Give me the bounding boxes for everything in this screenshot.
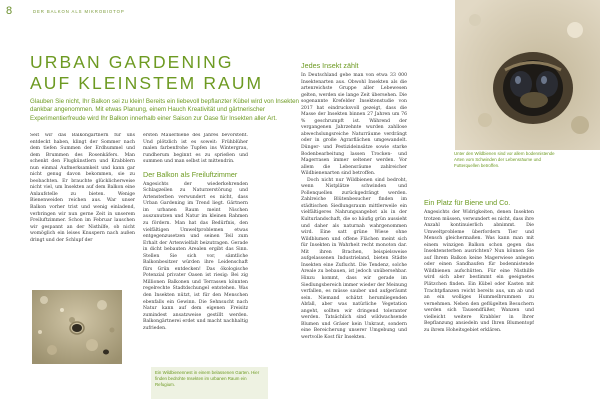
body-column-4 — [424, 195, 534, 365]
page-number: 8 — [6, 5, 13, 17]
body-paragraph: ersten Mauerbiene des Jahres bevorsteht. Und plötzlich ist es soweit: Frühblüher malen farbenfrohe Tupfen ins Wintergrau, rundherum beginnt es zu sprießen und summen und man selbst ist mittendrin. — [143, 133, 248, 165]
body-paragraph: Angesichts der Widrigkeiten, denen Insekten trotzen müssen, verwundert es nicht, dass ihre Anzahl kontinuierlich abnimmt. Die Umweltprobleme überfordern Tier und Mensch gleichermaßen. Was kann man mit einem winzigen Balkon schon gegen das Insektensterben ausrichten? Nun können Sie auf Ihrem Balkon keine Magerwiese anlegen oder einen Sandhaufen für bodennistende Wildbienen aufschütten. Für eine Nisthilfe wird sich aber bestimmt ein geeignetes Plätzchen finden. Ein Kübel oder Kasten mit Trachtpflanzen reicht bereits aus, um ab und an ein wolliges Hummelbrummen zu vernehmen. Neben den geflügelten Besuchern werden sich Tausendfüßer, Wanzen und vielleicht weitere Krabbler in Ihrer Bepflanzung ansiedeln und Ihren Blumentopf zu ihrem Hoheitsgebiet erklären. — [424, 210, 534, 333]
body-paragraph: Angesichts der wiederkehrenden Schlagzeilen zu Naturzerstörung und Artensterben verwundert es nicht, dass Urban Gardening im Trend liegt. Gärtnern im urbanen Raum meint Nischen auszunutzen und Natur im kleinen Rahmen zu fördern. Man hat das Bedürfnis, den vielfältigen Umweltproblemen etwas entgegenzusetzen und seinen Teil zum Erhalt der Artenvielfalt beizutragen. Gerade in dicht bebauten Arealen ergibt das Sinn. Stellen Sie sich vor, sämtliche Balkonbesitzer würden ihre Leidenschaft fürs Grün entdecken! Das ökologische Potenzial privater Oasen ist riesig: Bei zig Millionen Balkonen und Terrassen könnten regelrechte Stadtdschungel entstehen. Was den Insekten nützt, ist für den Menschen ebenfalls ein Gewinn. Die Sehnsucht nach Natur kann auf dem eigenen Freisitz zumindest ansatzweise gestillt werden. Balkongärtnerei erdet und macht nachhaltig zufrieden. — [143, 181, 248, 331]
wild-bee-nest-photo — [32, 290, 122, 364]
photo-caption: Ein Wildbienennest in einem belassenen Garten. Hier finden bedrohte Insekten im urbanen Raum ein Refugium. — [155, 370, 260, 387]
bee-in-burrow-image — [455, 0, 600, 150]
body-paragraph: Doch nicht nur Wildbienen sind bedroht, wenn Nistplätze schwinden und Pollenquellen zurückgedrängt werden. Zahlreiche Blütenbesucher finden im städtischen Siedlungsraum mittlerweile ein vielfältigeres Nahrungsangebot als in der Kulturlandschaft, die so häufig grün aussieht und daher als naturnah wahrgenommen wird. Eine satt grüne Wiese ohne Wildblumen und offene Flächen meint sich für Insekten in Wahrheit recht monoton dar. Mit ihren Brachen, beispielsweise aufgelassenen Industrieland, bieten Städte Insekten eine Zuflucht. Die Tendenz, solche Areale zu bebauen, ist jedoch unübersehbar. Hinzu kommt, dass wir gerade im Siedlungsbereich immer wieder der Meinung verfallen, es müsse sauber und aufgeräumt sein. Niemand schätzt herumliegenden Abfall, aber was natürliche Vegetation angeht, sollten wir dringend toleranter werden. Tatsächlich sind wildwachsende Blumen und Gräser kein Unkraut, sondern eine Bereicherung unserer Umgebung und wertvolle Kost für Insekten. — [301, 177, 407, 340]
section-heading: Ein Platz für Biene und Co. — [424, 198, 511, 207]
body-paragraph: Seit wir das Balkongärtnern für uns entdeckt haben, klingt der Sommer nach dem tiefen Summen der Erdhummel und dem Brummen des Rosenkäfers. Man schenkt den Flugkünstlern und Krabblern nun einmal Aufmerksamkeit und kann gar nicht genug davon bekommen, sie zu beobachten. Er brauchte glücklicherweise nicht viel, um Insekten auf dem Balkon eine Anlaufstelle zu bieten. Wenige Bienenweiden reichen aus. War unser Balkon vorher trist und wenig einladend, verbringen wir nun gerne Zeit in unserem Freiluftzimmer. Schon im Februar lauschen wir gespannt an der Nisthilfe, ob nicht womöglich ein leises Knuspern nach außen dringt und der Schlupf der — [30, 133, 135, 243]
body-column-2 — [143, 133, 248, 357]
wild-bee-nest-image — [32, 290, 122, 364]
photo-caption: Unter den Wildbienen sind vor allem bodennistende Arten vom Schwinden der Lebensräume und Futterquellen betroffen. — [454, 151, 555, 168]
running-header: DER BALKON ALS MIKROBIOTOP — [33, 9, 125, 14]
page-title — [30, 52, 330, 94]
section-heading: Jedes Insekt zählt — [301, 61, 359, 70]
section-heading: Der Balkon als Freiluftzimmer — [143, 169, 238, 179]
intro-paragraph: Glauben Sie nicht, Ihr Balkon sei zu klein! Bereits ein liebevoll bepflanzter Kübel wird von Insekten dankbar angenommen. Mit etwas Planung, einem Hauch Kreativität und gärtnerischer Experimentierfreude wird Ihr Balkon innerhalb einer Saison zur Oase für Insekten aller Art. — [30, 98, 299, 122]
wild-bee-photo — [455, 0, 600, 150]
body-column-1 — [30, 133, 135, 288]
body-paragraph: In Deutschland gebe man von etwa 33 000 Insektenarten aus. Obwohl Insekten als die artenreichste Gruppe aller Lebewesen gelten, werden sie lange Zeit übersehen. Die sogenannte Krefelder Insektenstudie von 2017 hat eindrucksvoll gezeigt, dass die Masse der Insekten binnen 27 Jahren um 76 % geschrumpft ist. Während der vergangenen Jahrzehnte wurden zahllose abwechslungsreiche Naturräume verdrängt oder in große Agrarflächen umgewandelt. Dünger- und Pestizideinsätze sowie starke Bodenbearbeitung lassen Trocken- und Magerrasen immer seltener werden. Vor allem die Lebensräume zahlreicher Wildbienenarten sind betroffen. — [301, 73, 407, 177]
body-column-3 — [301, 58, 407, 348]
page-title-line-2: AUF KLEINSTEM RAUM — [30, 73, 264, 93]
page-title-line-1: URBAN GARDENING — [30, 52, 234, 72]
